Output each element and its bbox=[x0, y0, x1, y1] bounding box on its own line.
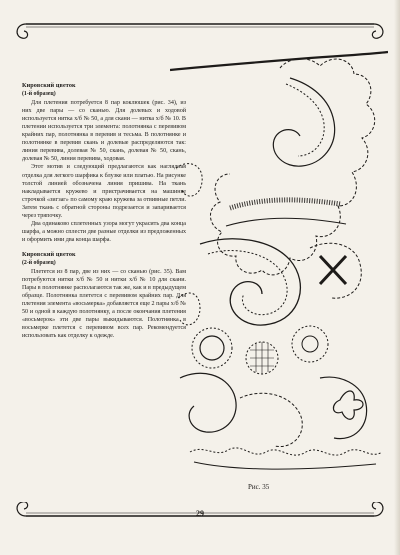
section-2-paragraph: Плетется из 8 пар, две из них — со сканью (рис. 35). Вам потребуются нитки х/б № 50 и нитки х/б № 10 для скани. Пары в полотнянке располагаются так же, как и в предыдущем образце. Полотнянка плетется с перевивом крайних пар. Для плетения элемента «восьмерка» добавляется еще 2 пары х/б № 50 и одной в каждую полотнянку, а после окончания плетения «восьмерок» эти две пары выкидываются. Полотнянка в восьмерке плетется с перевивом всех пар. Рекомендуется использовать как отделку к одежде. bbox=[22, 269, 186, 340]
section-1-title: Кировский цветок bbox=[22, 82, 76, 89]
section-1-paragraph: Этот мотив и следующий предлагаются как наглядная отделка для легкого шарфика к блузке или платью. На рисунке толстой линией обозначена линия пришива. На ткань накладывается кружево и пристрачивается на машинке строчкой «зигзаг» по самому краю кружева за отвивные петли. Затем ткань с обратной стороны подрезается и запаривается через тряпочку. bbox=[22, 164, 186, 219]
section-1-paragraph: Для плетения потребуется 8 пар коклюшек (рис. 34), из них две пары — со сканью. Для долевых и ходовой используется нитка х/б № 50, а для скани — нитка х/б № 10. В плетении используется три элемента: полотнянка с перевивом крайних пар, полотнянка в перевив и тесьма. В полотнянке и полотнянке в перевив скань и долевые распределяются так: линия перевива, долевая № 50, скань, долевая № 50, скань, долевая № 50, линия перевива, ходовая. bbox=[22, 100, 186, 163]
page-number: 29 bbox=[196, 509, 204, 518]
section-1-subtitle: (1-й образец) bbox=[22, 91, 56, 98]
article-text-column bbox=[22, 82, 186, 340]
decorative-header-frame bbox=[12, 10, 388, 50]
section-2-subtitle: (2-й образец) bbox=[22, 259, 56, 266]
figure-caption: Рис. 35 bbox=[248, 483, 270, 491]
section-1-paragraph: Два одинаково сплетенных узора могут украсить два конца шарфа, а можно сплести две разные отделки из предложенных и оформить ими два конца шарфа. bbox=[22, 220, 186, 243]
section-2-title: Кировский цветок bbox=[22, 250, 76, 258]
scan-edge-shadow bbox=[394, 0, 400, 555]
lace-pattern-diagram bbox=[170, 48, 388, 480]
